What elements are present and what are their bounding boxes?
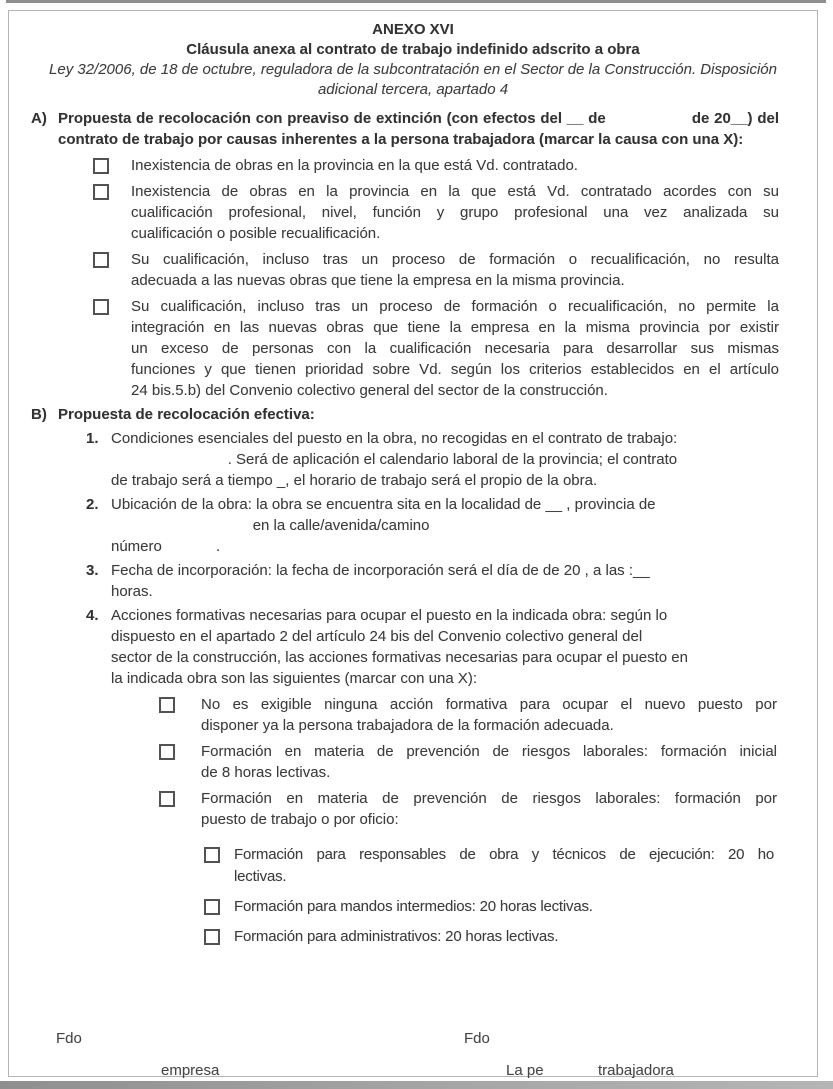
item-text: Fecha de incorporación: la fecha de incorporación será el día de de 20 , a las :__ horas. <box>111 562 650 600</box>
signature-sub-company: empresa <box>161 1062 220 1079</box>
item-text: Condiciones esenciales del puesto en la obra, no recogidas en el contrato de trabajo: . Será de aplicación el calendario laboral de la provincia; el contrato de trabajo será a tiempo _, el horario de trabajo será el propio de la obra. <box>111 430 678 489</box>
checkbox-item-sub-2 <box>204 896 817 918</box>
checkbox-item-formative-3 <box>159 788 817 830</box>
checkbox-item-a4 <box>93 296 817 401</box>
checkbox[interactable] <box>159 697 175 713</box>
checkbox-item-sub-1 <box>204 844 817 888</box>
checkbox-item-a2 <box>93 181 817 244</box>
item-text: Acciones formativas necesarias para ocupar el puesto en la indicada obra: según lo dispuesto en el apartado 2 del artículo 24 bis del Convenio colectivo general del sector de la construcción, las acciones formativas necesarias para ocupar el puesto en la indicada obra son las siguientes (marcar con una X): <box>111 607 688 687</box>
checkbox[interactable] <box>204 899 220 915</box>
checkbox-label: Formación en materia de prevención de riesgos laborales: formación inicial de 8 horas lectivas. <box>201 743 777 781</box>
scan-edge-top <box>6 0 826 3</box>
signature-label-worker: Fdo <box>464 1030 490 1047</box>
section-a-heading-row <box>31 108 787 150</box>
checkbox[interactable] <box>93 184 109 200</box>
checkbox[interactable] <box>204 929 220 945</box>
checkbox-label: Su cualificación, incluso tras un proceso de formación o recualificación, no resulta adecuada a las nuevas obras que tiene la empresa en la misma provincia. <box>131 251 779 289</box>
checkbox-label: Formación para administrativos: 20 horas lectivas. <box>234 928 559 945</box>
item-number: 4. <box>86 607 99 624</box>
checkbox[interactable] <box>204 847 220 863</box>
item-number: 2. <box>86 496 99 513</box>
checkbox[interactable] <box>93 158 109 174</box>
checkbox-item-a1 <box>93 155 817 176</box>
checkbox-item-sub-3 <box>204 926 817 948</box>
section-b-heading: Propuesta de recolocación efectiva: <box>58 406 315 423</box>
signature-label-company: Fdo <box>56 1030 82 1047</box>
law-reference-line2: adicional tercera, apartado 4 <box>317 81 509 98</box>
document-header <box>9 20 817 100</box>
list-item-3 <box>86 560 817 602</box>
checkbox-item-formative-2 <box>159 741 817 783</box>
page-title: ANEXO XVI <box>372 21 454 38</box>
checkbox-label: Formación para mandos intermedios: 20 horas lectivas. <box>234 898 593 915</box>
document-sheet <box>8 10 818 1077</box>
signature-sub-worker-1: La pe <box>506 1062 544 1079</box>
list-item-2 <box>86 494 817 557</box>
section-a-label: A) <box>31 110 47 127</box>
item-number: 1. <box>86 430 99 447</box>
checkbox-label: Formación en materia de prevención de riesgos laborales: formación por puesto de trabajo o por oficio: <box>201 790 777 828</box>
checkbox-item-a3 <box>93 249 817 291</box>
checkbox-item-formative-1 <box>159 694 817 736</box>
scan-edge-bottom <box>0 1081 833 1089</box>
checkbox-label: No es exigible ninguna acción formativa para ocupar el nuevo puesto por disponer ya la persona trabajadora de la formación adecuada. <box>201 696 777 734</box>
section-b-heading-row <box>31 404 787 425</box>
list-item-1 <box>86 428 817 491</box>
checkbox-label: Formación para responsables de obra y técnicos de ejecución: 20 ho lectivas. <box>234 846 774 885</box>
section-b-label: B) <box>31 406 47 423</box>
item-text: Ubicación de la obra: la obra se encuentra sita en la localidad de __ , provincia de en la calle/avenida/camino número . <box>111 496 656 555</box>
signature-sub-worker-2: trabajadora <box>598 1062 674 1079</box>
checkbox-label: Inexistencia de obras en la provincia en la que está Vd. contratado. <box>131 157 578 174</box>
checkbox[interactable] <box>159 744 175 760</box>
item-number: 3. <box>86 562 99 579</box>
law-reference-line1: Ley 32/2006, de 18 de octubre, reguladora de la subcontratación en el Sector de la Construcción. Disposición <box>49 61 777 78</box>
list-item-4 <box>86 605 817 689</box>
section-a-heading: Propuesta de recolocación con preaviso de extinción (con efectos del __ de de 20__) del contrato de trabajo por causas inherentes a la persona trabajadora (marcar la causa con una X): <box>58 110 779 148</box>
checkbox[interactable] <box>159 791 175 807</box>
checkbox-label: Inexistencia de obras en la provincia en la que está Vd. contratado acordes con su cualificación profesional, nivel, función y grupo profesional una vez analizada su cualificación o posible recualificación. <box>131 183 779 242</box>
page-subtitle: Cláusula anexa al contrato de trabajo indefinido adscrito a obra <box>186 41 640 58</box>
checkbox[interactable] <box>93 299 109 315</box>
checkbox-label: Su cualificación, incluso tras un proceso de formación o recualificación, no permite la integración en las nuevas obras que tiene la empresa en la misma provincia por existir un exceso de personas con la cualificación necesaria para desarrollar sus mismas funciones y que tienen prioridad sobre Vd. según los criterios establecidos en el artículo 24 bis.5.b) del Convenio colectivo general del sector de la construcción. <box>131 298 779 399</box>
checkbox[interactable] <box>93 252 109 268</box>
